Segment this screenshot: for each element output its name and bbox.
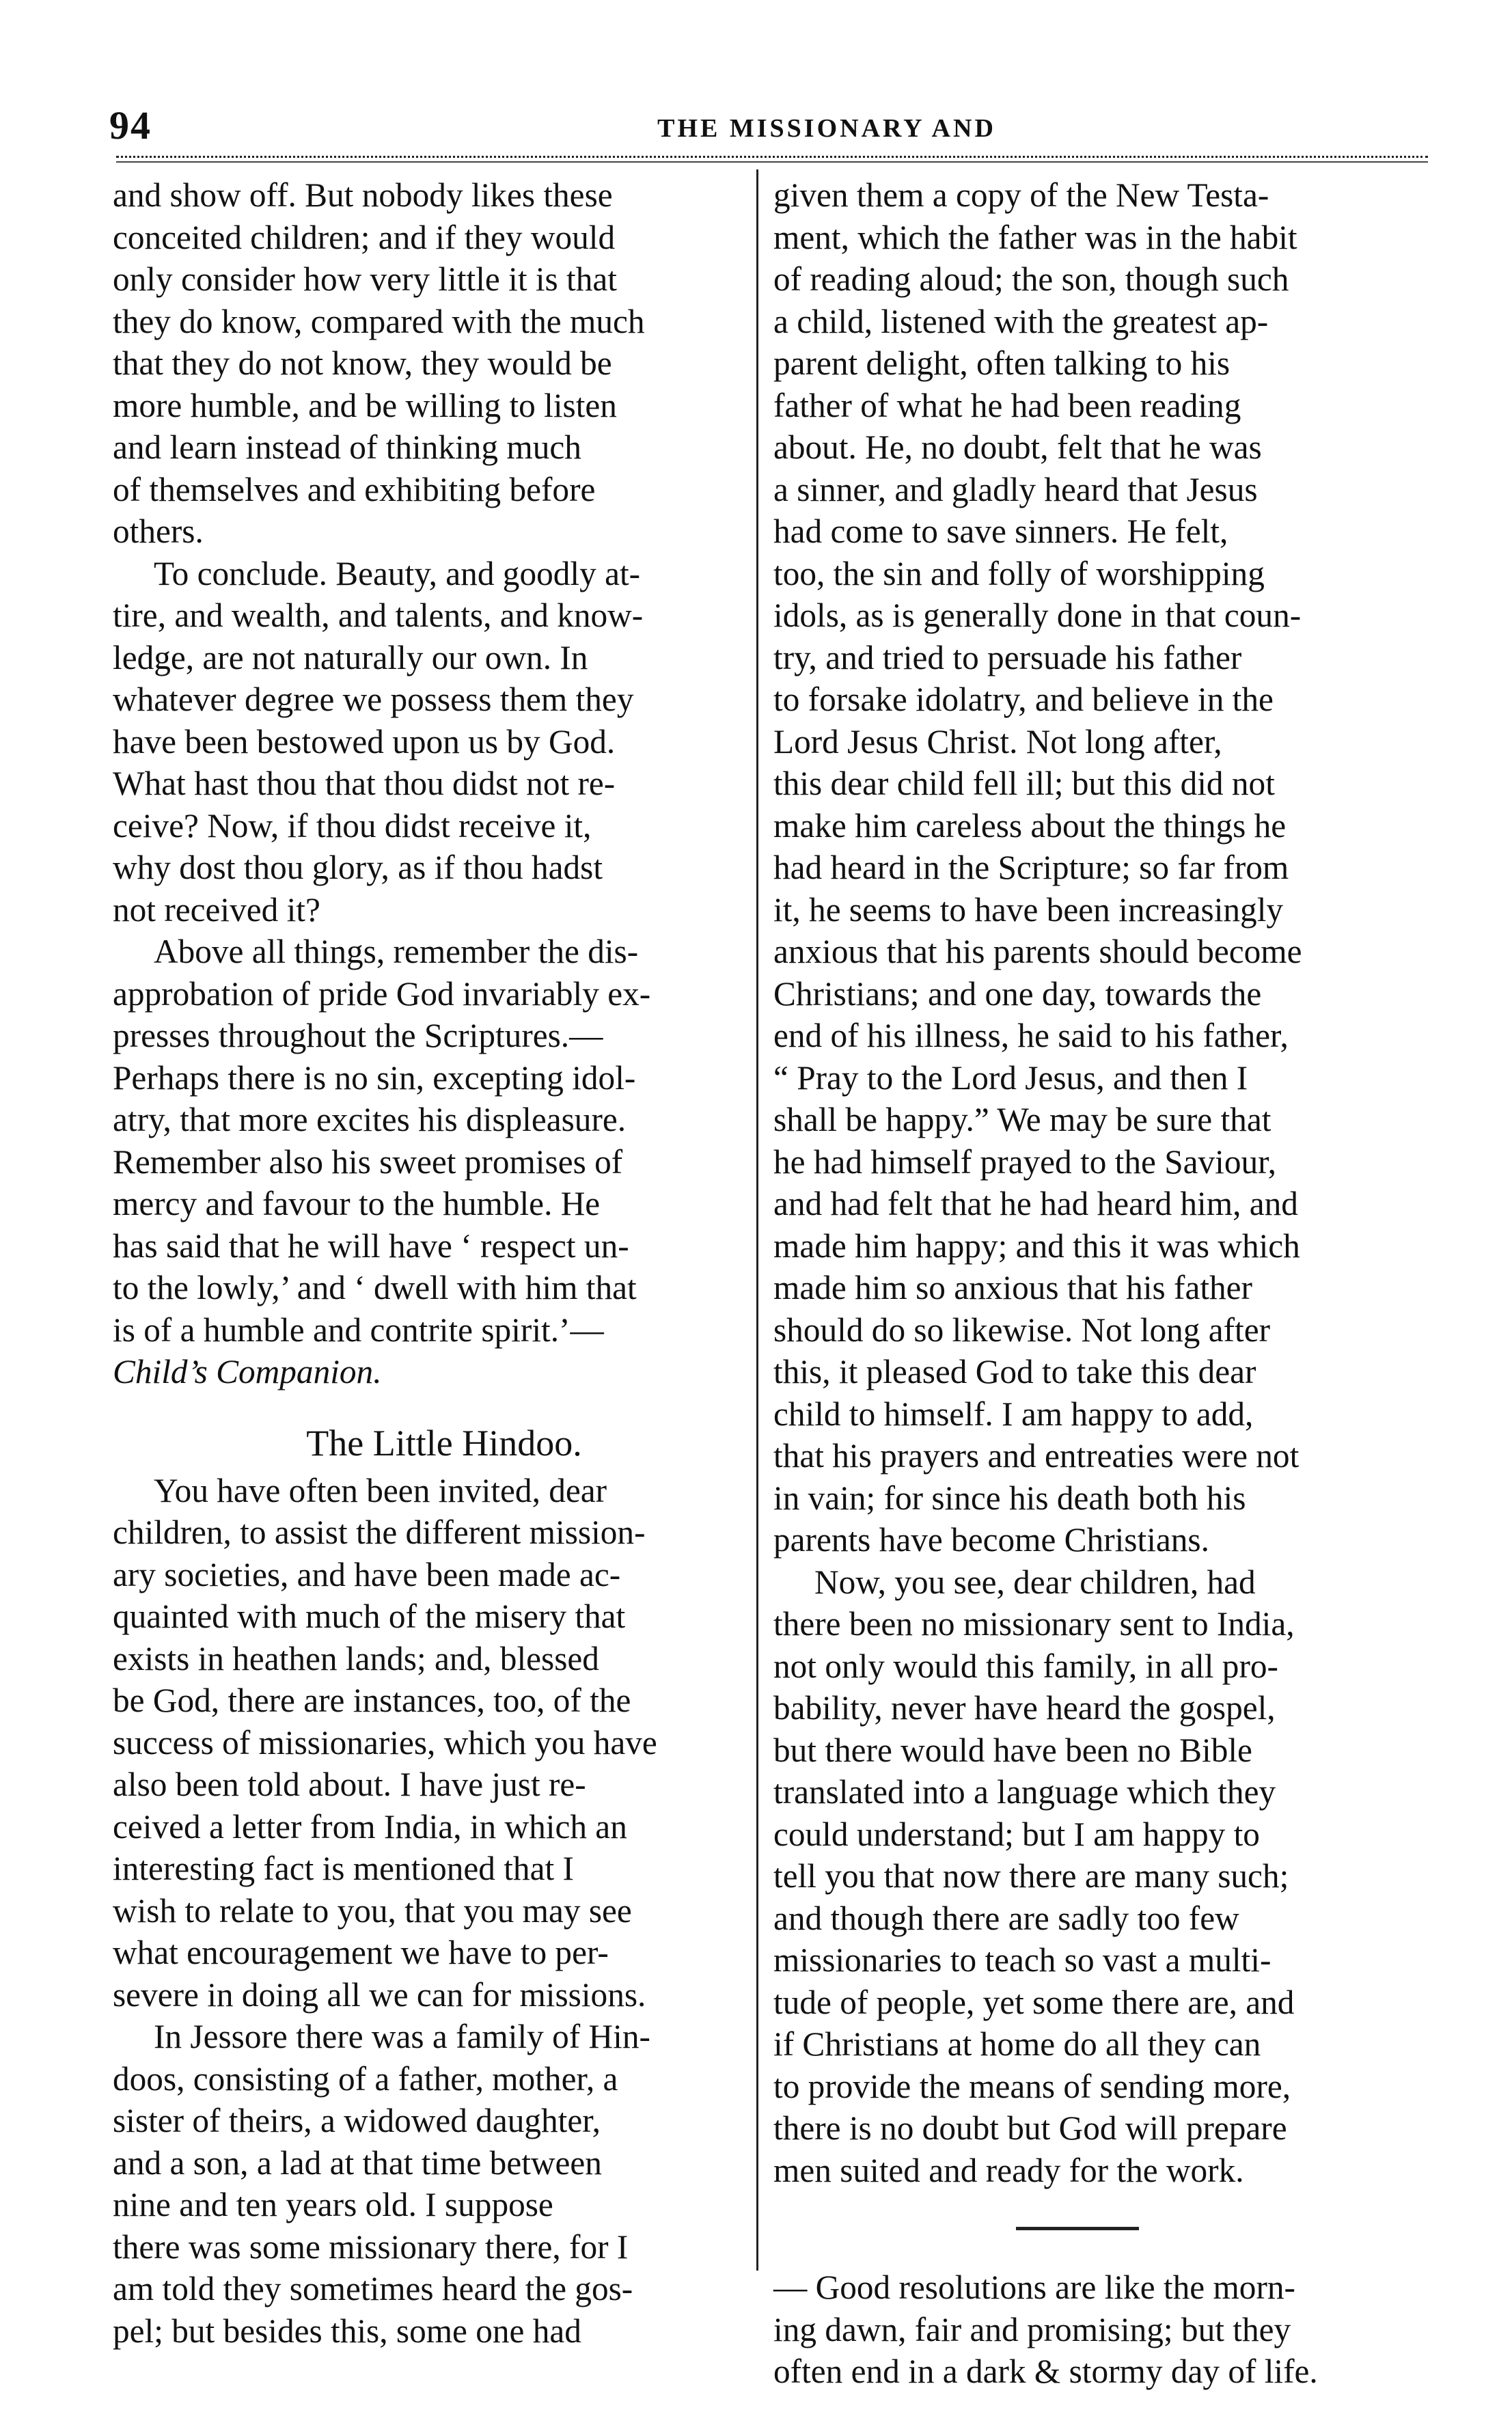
header-rule: [116, 156, 1428, 163]
paragraph-missionary-societies: [113, 1470, 748, 2016]
text-line: “ Pray to the Lord Jesus, and then I: [773, 1058, 1248, 1097]
text-line: had heard in the Scripture; so far from: [773, 849, 1289, 886]
text-line: shall be happy.” We may be sure that: [773, 1101, 1272, 1138]
right-column: [773, 174, 1409, 2393]
text-line: mercy and favour to the humble. He: [113, 1185, 601, 1222]
text-line: he had himself prayed to the Saviour,: [773, 1142, 1276, 1181]
text-line: there is no doubt but God will prepare: [773, 2109, 1287, 2147]
text-line: be God, there are instances, too, of the: [113, 1682, 631, 1719]
text-line: and learn instead of thinking much: [113, 428, 581, 466]
text-line: ceive? Now, if thou didst receive it,: [113, 806, 592, 845]
text-line: why dost thou glory, as if thou hadst: [113, 849, 603, 886]
text-line: that they do not know, they would be: [113, 344, 612, 382]
text-line: Perhaps there is no sin, excepting idol-: [113, 1058, 636, 1097]
text-line: pel; but besides this, some one had: [113, 2312, 581, 2350]
text-line: about. He, no doubt, felt that he was: [773, 428, 1262, 466]
text-line: idols, as is generally done in that coun-: [773, 597, 1302, 634]
text-line: end of his illness, he said to his father,: [773, 1017, 1289, 1054]
text-line: of themselves and exhibiting before: [113, 470, 596, 508]
text-line: should do so likewise. Not long after: [773, 1311, 1271, 1349]
text-line: success of missionaries, which you have: [113, 1723, 657, 1762]
text-line: men suited and ready for the work.: [773, 2151, 1244, 2189]
text-line: am told they sometimes heard the gos-: [113, 2270, 633, 2307]
text-line: sister of theirs, a widowed daughter,: [113, 2102, 601, 2139]
text-line: only consider how very little it is that: [113, 260, 617, 298]
paragraph-new-testament: [773, 174, 1409, 1561]
page-number: 94: [109, 103, 152, 148]
text-line: this, it pleased God to take this dear: [773, 1353, 1256, 1390]
source-attribution: Child’s Companion.: [113, 1353, 382, 1390]
text-line: doos, consisting of a father, mother, a: [113, 2059, 618, 2098]
divider-rule: [1016, 2227, 1139, 2230]
paragraph-jessore-family: [113, 2016, 748, 2352]
text-line: given them a copy of the New Testa-: [773, 176, 1269, 214]
text-line: ing dawn, fair and promising; but they: [773, 2310, 1291, 2348]
text-line: anxious that his parents should become: [773, 933, 1302, 970]
text-line: — Good resolutions are like the morn-: [773, 2269, 1295, 2306]
text-line: a child, listened with the greatest ap-: [773, 302, 1269, 340]
text-line: a sinner, and gladly heard that Jesus: [773, 470, 1258, 508]
text-line: not only would this family, in all pro-: [773, 1647, 1278, 1685]
text-line: Above all things, remember the dis-: [154, 933, 639, 970]
section-divider: [773, 2191, 1409, 2266]
text-line: ceived a letter from India, in which an: [113, 1807, 627, 1846]
text-line: conceited children; and if they would: [113, 218, 616, 256]
text-line: and a son, a lad at that time between: [113, 2143, 602, 2182]
text-line: missionaries to teach so vast a multi-: [773, 1941, 1272, 1979]
page-header: [109, 102, 1428, 157]
text-line: not received it?: [113, 890, 320, 929]
section-title: The Little Hindoo.: [306, 1422, 582, 1464]
text-line: they do know, compared with the much: [113, 302, 645, 340]
paragraph-conceited-children: [113, 174, 748, 553]
text-line: ledge, are not naturally our own. In: [113, 638, 588, 676]
text-line: to the lowly,’ and ‘ dwell with him that: [113, 1269, 637, 1306]
text-line: there been no missionary sent to India,: [773, 1605, 1295, 1643]
text-line: made him so anxious that his father: [773, 1269, 1252, 1306]
text-line: parent delight, often talking to his: [773, 344, 1231, 382]
text-line: more humble, and be willing to listen: [113, 386, 617, 424]
text-line: is of a humble and contrite spirit.’—: [113, 1311, 604, 1349]
text-line: wish to relate to you, that you may see: [113, 1891, 632, 1930]
paragraph-to-conclude: [113, 553, 748, 931]
text-line: make him careless about the things he: [773, 806, 1287, 845]
text-line: whatever degree we possess them they: [113, 681, 634, 718]
text-line: others.: [113, 512, 204, 550]
text-line: In Jessore there was a family of Hin-: [154, 2018, 650, 2055]
text-line: in vain; for since his death both his: [773, 1479, 1246, 1517]
text-line: if Christians at home do all they can: [773, 2025, 1261, 2063]
text-line: Remember also his sweet promises of: [113, 1142, 623, 1181]
text-line: and show off. But nobody likes these: [113, 176, 613, 214]
text-line: and had felt that he had heard him, and: [773, 1185, 1298, 1222]
text-line: father of what he had been reading: [773, 386, 1241, 424]
text-line: Christians; and one day, towards the: [773, 974, 1262, 1013]
text-line: severe in doing all we can for missions.: [113, 1975, 646, 2014]
text-line: try, and tried to persuade his father: [773, 638, 1242, 676]
text-line: parents have become Christians.: [773, 1521, 1209, 1559]
paragraph-now-you-see: [773, 1561, 1409, 2192]
text-line: has said that he will have ‘ respect un-: [113, 1226, 629, 1265]
text-line: approbation of pride God invariably ex-: [113, 974, 651, 1013]
column-divider: [756, 169, 758, 2271]
text-line: You have often been invited, dear: [154, 1471, 607, 1509]
text-line: that his prayers and entreaties were not: [773, 1437, 1300, 1475]
text-line: have been bestowed upon us by God.: [113, 722, 616, 760]
text-line: atry, that more excites his displeasure.: [113, 1101, 627, 1138]
running-head: THE MISSIONARY AND: [657, 114, 996, 143]
text-line: ary societies, and have been made ac-: [113, 1555, 621, 1593]
text-line: what encouragement we have to per-: [113, 1934, 609, 1971]
text-line: of reading aloud; the son, though such: [773, 260, 1289, 298]
text-line: tire, and wealth, and talents, and know-: [113, 597, 644, 634]
paragraph-above-all-things: [113, 931, 748, 1393]
text-line: this dear child fell ill; but this did not: [773, 765, 1275, 802]
text-line: and though there are sadly too few: [773, 1899, 1239, 1937]
text-line: there was some missionary there, for I: [113, 2228, 629, 2266]
left-column: [113, 174, 748, 2352]
text-line: To conclude. Beauty, and goodly at-: [154, 554, 641, 592]
text-line: quainted with much of the misery that: [113, 1598, 626, 1635]
text-line: presses throughout the Scriptures.—: [113, 1017, 603, 1054]
text-line: also been told about. I have just re-: [113, 1766, 586, 1803]
text-line: to forsake idolatry, and believe in the: [773, 681, 1274, 718]
text-line: had come to save sinners. He felt,: [773, 512, 1228, 550]
text-line: bability, never have heard the gospel,: [773, 1689, 1276, 1727]
text-line: Lord Jesus Christ. Not long after,: [773, 722, 1222, 760]
text-line: exists in heathen lands; and, blessed: [113, 1639, 599, 1677]
text-line: child to himself. I am happy to add,: [773, 1395, 1254, 1433]
text-line: ment, which the father was in the habit: [773, 218, 1297, 256]
text-line: nine and ten years old. I suppose: [113, 2186, 553, 2223]
text-line: to provide the means of sending more,: [773, 2067, 1291, 2105]
text-line: children, to assist the different mission-: [113, 1513, 646, 1551]
paragraph-good-resolutions: [773, 2266, 1409, 2393]
text-line: What hast thou that thou didst not re-: [113, 765, 616, 802]
text-line: could understand; but I am happy to: [773, 1815, 1260, 1853]
text-line: too, the sin and folly of worshipping: [773, 554, 1265, 592]
text-line: interesting fact is mentioned that I: [113, 1850, 574, 1887]
text-line: tude of people, yet some there are, and: [773, 1983, 1295, 2021]
text-line: but there would have been no Bible: [773, 1731, 1252, 1769]
text-line: translated into a language which they: [773, 1773, 1276, 1811]
text-line: tell you that now there are many such;: [773, 1857, 1289, 1895]
text-line: made him happy; and this it was which: [773, 1226, 1300, 1265]
text-line: it, he seems to have been increasingly: [773, 890, 1284, 929]
text-line: Now, you see, dear children, had: [814, 1563, 1256, 1601]
text-line: often end in a dark & stormy day of life.: [773, 2353, 1318, 2390]
